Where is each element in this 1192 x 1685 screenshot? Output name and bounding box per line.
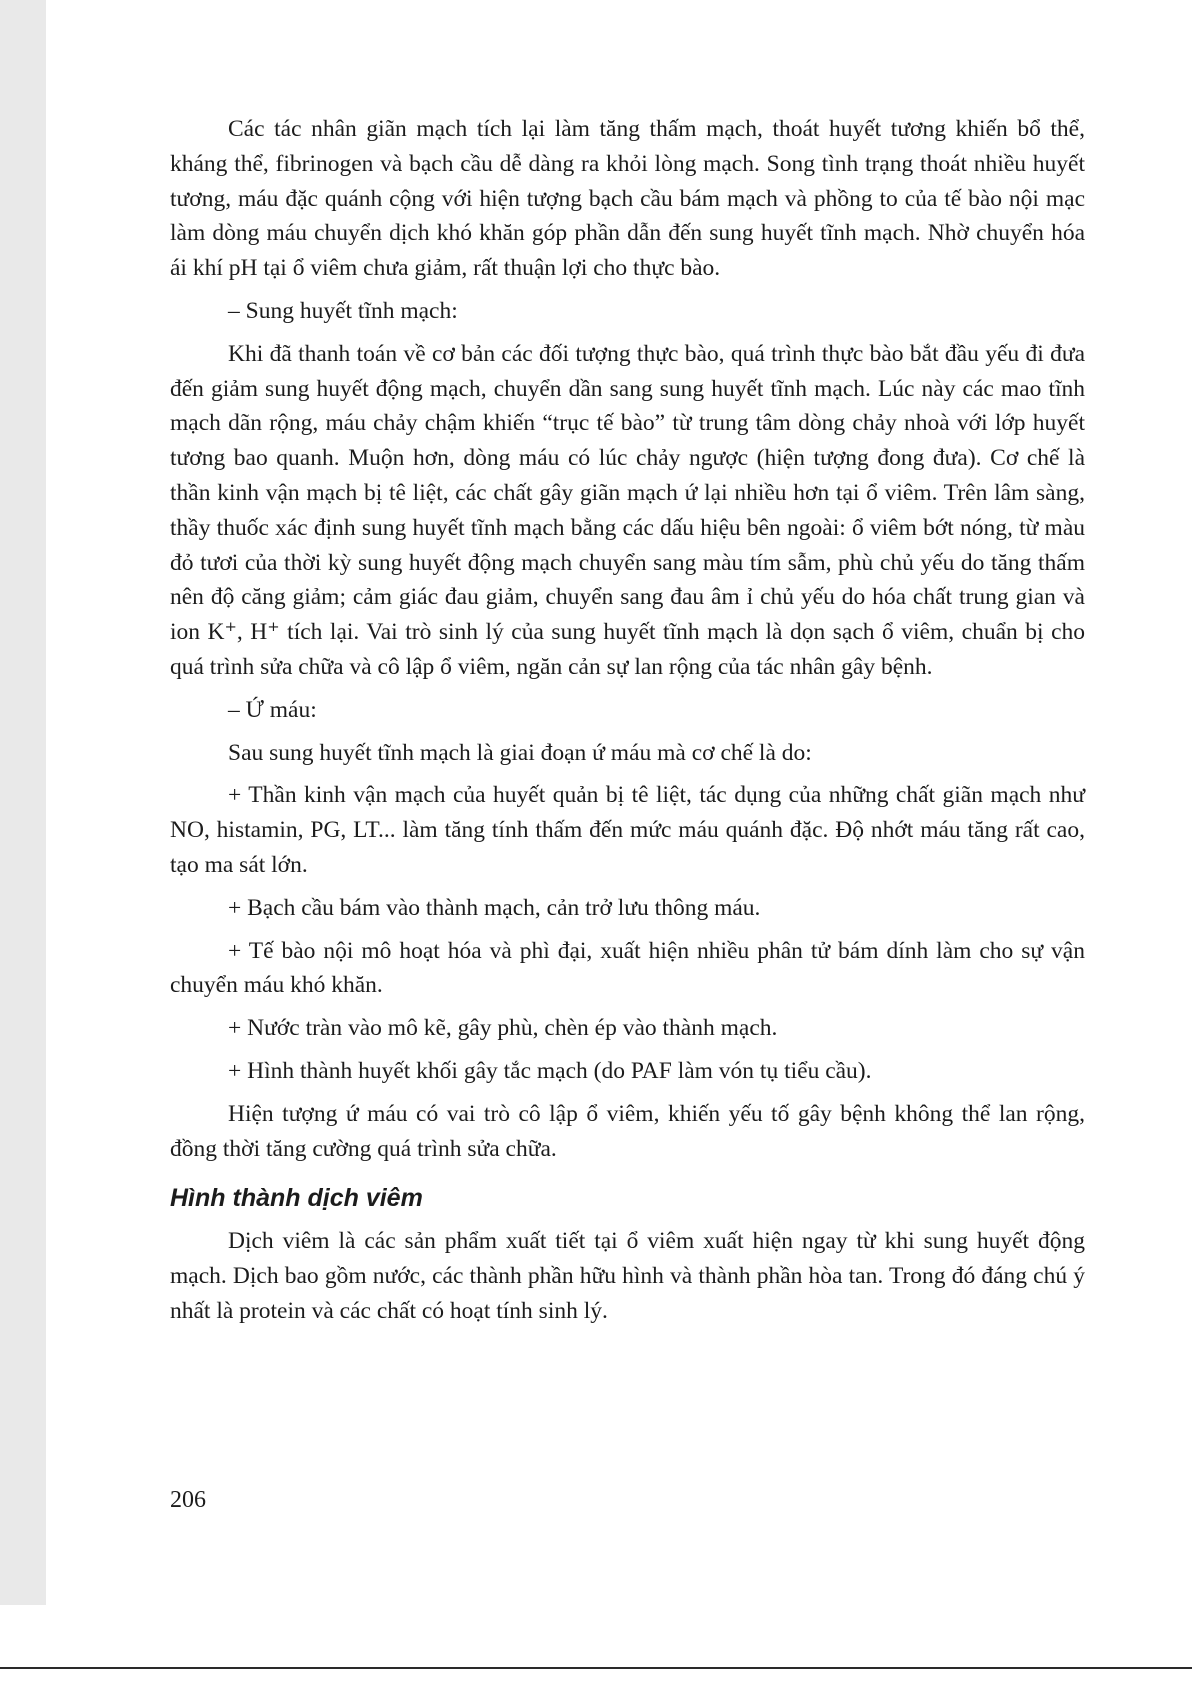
section-heading: Hình thành dịch viêm — [170, 1184, 423, 1213]
scan-bottom-edge — [0, 1667, 1192, 1669]
paragraph-stasis-intro: Sau sung huyết tĩnh mạch là giai đoạn ứ máu mà cơ chế là do: — [228, 739, 812, 766]
subheading-venous-congestion: – Sung huyết tĩnh mạch: — [228, 297, 458, 324]
page-content — [170, 112, 1085, 1337]
scan-edge-strip — [0, 0, 46, 1605]
list-item-stasis-1: + Thần kinh vận mạch của huyết quản bị tê liệt, tác dụng của những chất giãn mạch như NO, histamin, PG, LT... làm tăng tính thấm đến mức máu quánh đặc. Độ nhớt máu tăng rất cao, tạo ma sát lớn. — [170, 782, 1085, 878]
list-item-stasis-3: + Tế bào nội mô hoạt hóa và phì đại, xuất hiện nhiều phân tử bám dính làm cho sự vận chuyển máu khó khăn. — [170, 937, 1085, 999]
list-item-stasis-4: + Nước tràn vào mô kẽ, gây phù, chèn ép vào thành mạch. — [228, 1015, 778, 1042]
page-number: 206 — [170, 1487, 206, 1513]
paragraph-exudate: Dịch viêm là các sản phẩm xuất tiết tại ổ viêm xuất hiện ngay từ khi sung huyết động mạch. Dịch bao gồm nước, các thành phần hữu hình và thành phần hòa tan. Trong đó đáng chú ý nhất là protein và các chất có hoạt tính sinh lý. — [170, 1228, 1085, 1324]
paragraph-vasodilation: Các tác nhân giãn mạch tích lại làm tăng thấm mạch, thoát huyết tương khiến bổ thể, kháng thể, fibrinogen và bạch cầu dễ dàng ra khỏi lòng mạch. Song tình trạng thoát nhiều huyết tương, máu đặc quánh cộng với hiện tượng bạch cầu bám mạch và phồng to của tế bào nội mạc làm dòng máu chuyển dịch khó khăn góp phần dẫn đến sung huyết tĩnh mạch. Nhờ chuyển hóa ái khí pH tại ổ viêm chưa giảm, rất thuận lợi cho thực bào. — [170, 116, 1085, 282]
list-item-stasis-2: + Bạch cầu bám vào thành mạch, cản trở lưu thông máu. — [228, 894, 761, 921]
paragraph-stasis-role: Hiện tượng ứ máu có vai trò cô lập ổ viêm, khiến yếu tố gây bệnh không thể lan rộng, đồng thời tăng cường quá trình sửa chữa. — [170, 1100, 1085, 1162]
list-item-stasis-5: + Hình thành huyết khối gây tắc mạch (do PAF làm vón tụ tiểu cầu). — [228, 1057, 872, 1084]
subheading-stasis: – Ứ máu: — [228, 696, 317, 723]
paragraph-venous-congestion: Khi đã thanh toán về cơ bản các đối tượng thực bào, quá trình thực bào bắt đầu yếu đi đưa đến giảm sung huyết động mạch, chuyển dần sang sung huyết tĩnh mạch. Lúc này các mao tĩnh mạch dãn rộng, máu chảy chậm khiến “trục tế bào” từ trung tâm dòng chảy nhoà với lớp huyết tương bao quanh. Muộn hơn, dòng máu có lúc chảy ngược (hiện tượng đong đưa). Cơ chế là thần kinh vận mạch bị tê liệt, các chất gây giãn mạch ứ lại nhiều hơn tại ổ viêm. Trên lâm sàng, thầy thuốc xác định sung huyết tĩnh mạch bằng các dấu hiệu bên ngoài: ổ viêm bớt nóng, từ màu đỏ tươi của thời kỳ sung huyết động mạch chuyển sang màu tím sẫm, phù chủ yếu do tăng thấm nên độ căng giảm; cảm giác đau giảm, chuyển sang đau âm ỉ chủ yếu do hóa chất trung gian và ion K⁺, H⁺ tích lại. Vai trò sinh lý của sung huyết tĩnh mạch là dọn sạch ổ viêm, chuẩn bị cho quá trình sửa chữa và cô lập ổ viêm, ngăn cản sự lan rộng của tác nhân gây bệnh. — [170, 340, 1085, 680]
